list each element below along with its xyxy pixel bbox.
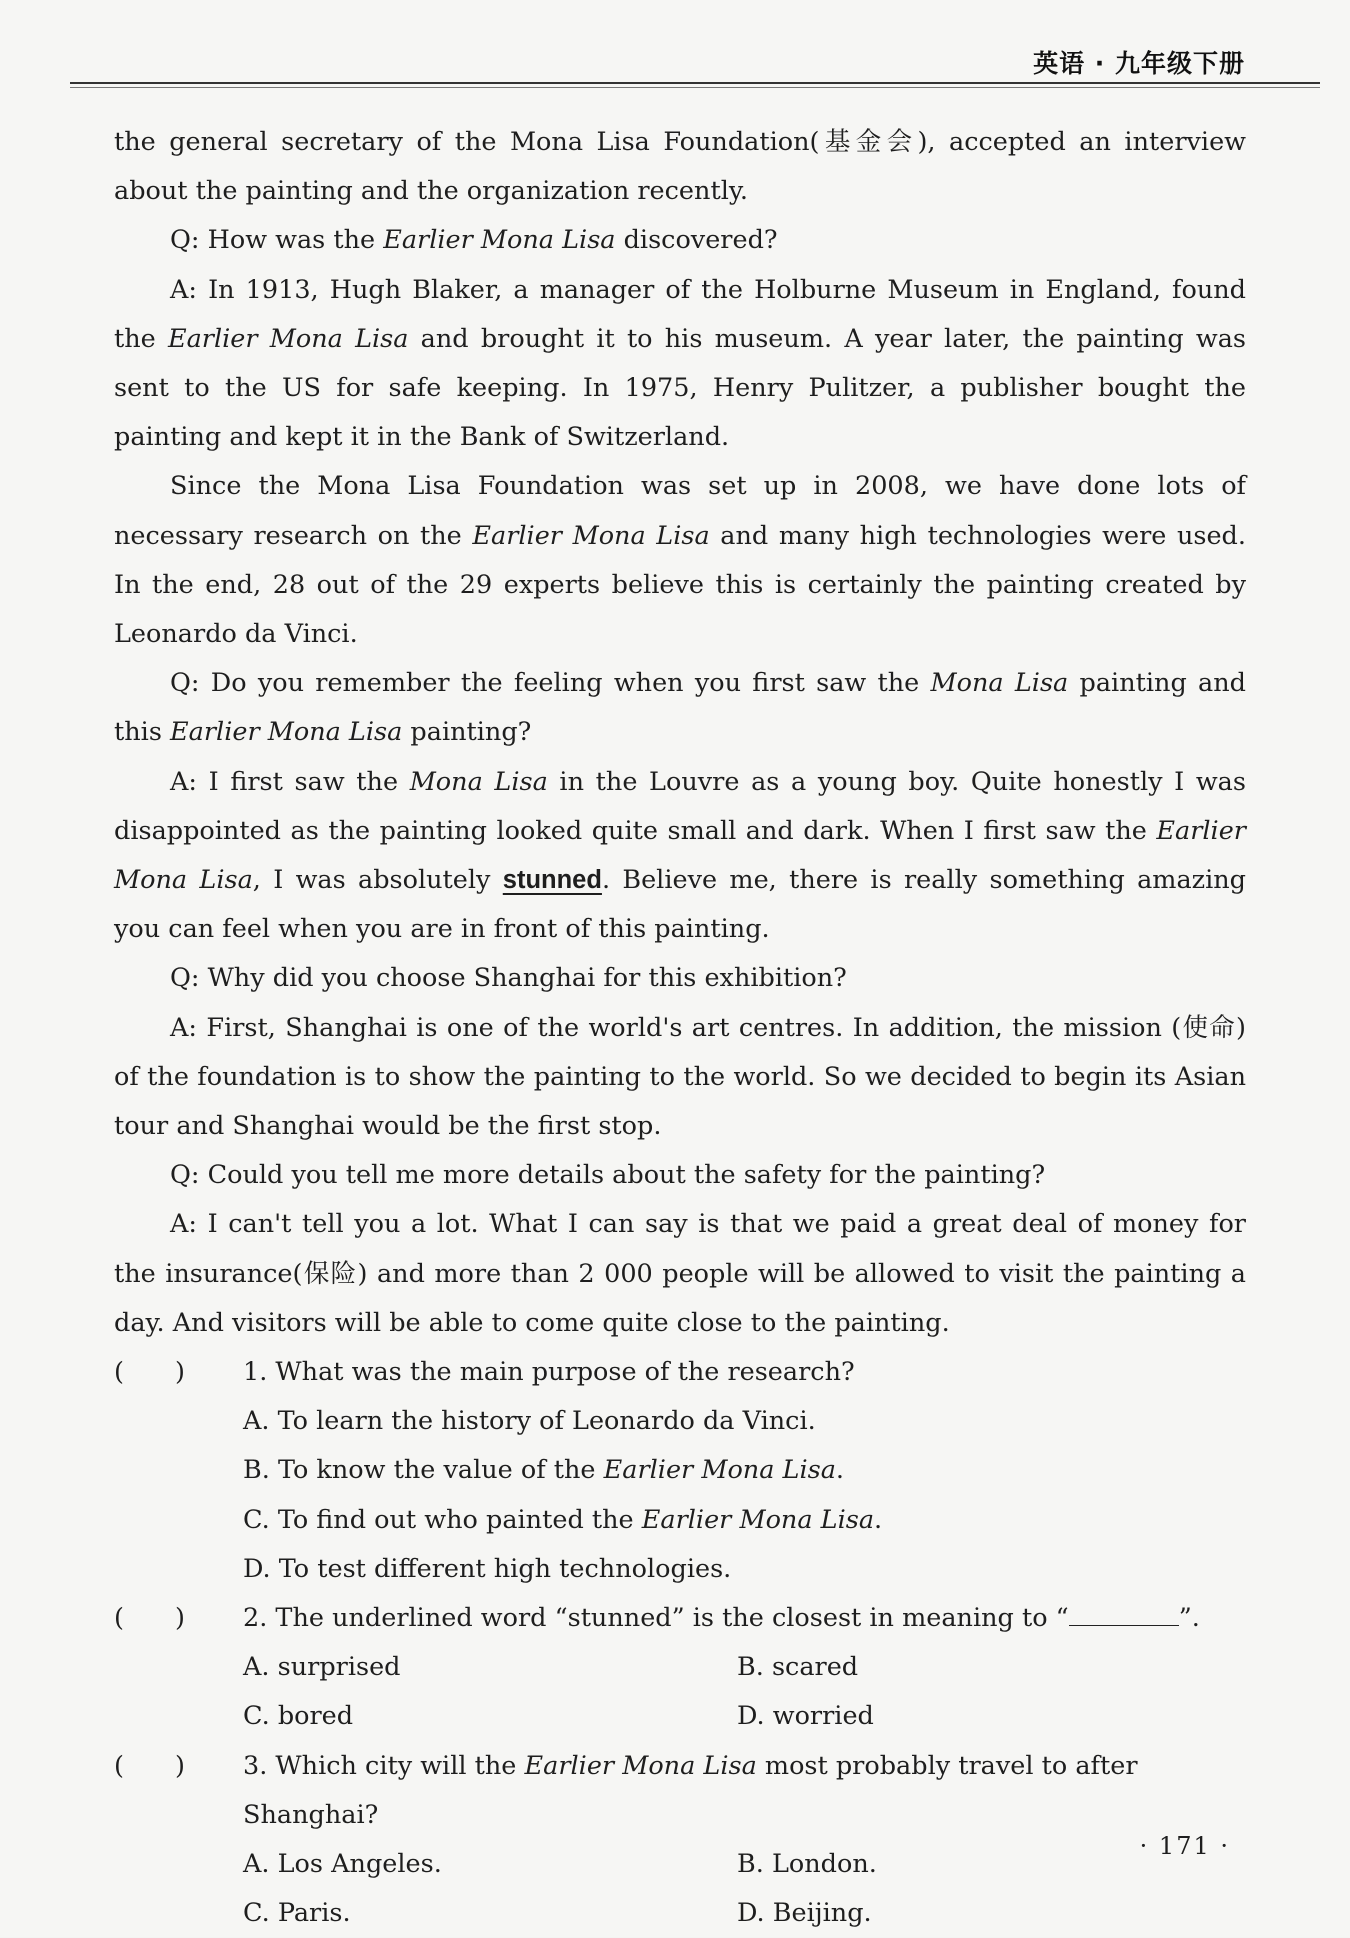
option-c: C. bored [243, 1701, 354, 1732]
passage-paragraph: the general secretary of the Mona Lisa Foundation(基金会), accepted an interview about the painting and the organization recently. [114, 127, 1246, 207]
option-c: C. Paris. [243, 1898, 351, 1929]
option-a: A. To learn the history of Leonardo da Vinci. [243, 1406, 816, 1437]
passage-paragraph: A: I can't tell you a lot. What I can say is that we paid a great deal of money for the insurance(保险) and more than 2 000 people will be allowed to visit the painting a day. And visitors will be able to come quite close to the painting. [114, 1209, 1246, 1338]
passage-paragraph: Since the Mona Lisa Foundation was set up in 2008, we have done lots of necessary research on the Earlier Mona Lisa and many high technologies were used. In the end, 28 out of the 29 experts believe this is certainly the painting created by Leonardo da Vinci. [114, 471, 1246, 650]
question-2 [114, 1594, 1246, 1742]
answer-bracket: ( ) [114, 1750, 185, 1781]
header-rule [70, 82, 1320, 84]
question-1 [114, 1348, 1246, 1594]
passage-paragraph: Q: Why did you choose Shanghai for this exhibition? [170, 963, 847, 994]
answer-bracket: ( ) [114, 1357, 185, 1388]
option-d: D. worried [737, 1701, 874, 1732]
passage-paragraph: A: I first saw the Mona Lisa in the Louvre as a young boy. Quite honestly I was disappointed as the painting looked quite small and dark. When I first saw the Earlier Mona Lisa, I was absolutely stunned. Believe me, there is really something amazing you can feel when you are in front of this painting. [114, 766, 1246, 945]
question-stem: 1. What was the main purpose of the research? [243, 1357, 855, 1388]
option-a: A. surprised [243, 1652, 401, 1683]
answer-bracket: ( ) [114, 1603, 185, 1634]
option-b: B. scared [737, 1652, 859, 1683]
question-stem: 2. The underlined word “stunned” is the closest in meaning to “ ”. [243, 1603, 1200, 1634]
question-3 [114, 1742, 1246, 1938]
underlined-word: stunned [502, 866, 602, 895]
page-number: · 171 · [1139, 1832, 1230, 1860]
passage-paragraph: A: First, Shanghai is one of the world's art centres. In addition, the mission (使命) of the foundation is to show the painting to the world. So we decided to begin its Asian tour and Shanghai would be the first stop. [114, 1012, 1246, 1142]
option-a: A. Los Angeles. [243, 1849, 442, 1880]
option-b: B. London. [737, 1849, 877, 1880]
header-title: 英语 · 九年级下册 [1033, 49, 1245, 78]
question-stem: 3. Which city will the Earlier Mona Lisa most probably travel to after Shanghai? [243, 1750, 1138, 1830]
header-rule-thin [70, 87, 1320, 88]
content [114, 118, 1246, 1938]
passage-paragraph: A: In 1913, Hugh Blaker, a manager of the Holburne Museum in England, found the Earlier Mona Lisa and brought it to his museum. A year later, the painting was sent to the US for safe keeping. In 1975, Henry Pulitzer, a publisher bought the painting and kept it in the Bank of Switzerland. [114, 274, 1246, 453]
option-c: C. To find out who painted the Earlier Mona Lisa. [243, 1504, 883, 1535]
passage-paragraph: Q: How was the Earlier Mona Lisa discovered? [170, 225, 778, 256]
passage-paragraph: Q: Could you tell me more details about the safety for the painting? [170, 1160, 1046, 1191]
passage-paragraph: Q: Do you remember the feeling when you first saw the Mona Lisa painting and this Earlier Mona Lisa painting? [114, 668, 1246, 748]
option-d: D. Beijing. [737, 1898, 872, 1929]
option-b: B. To know the value of the Earlier Mona Lisa. [243, 1455, 845, 1486]
passage [114, 118, 1246, 1348]
option-d: D. To test different high technologies. [243, 1553, 732, 1584]
answer-blank [1069, 1601, 1179, 1626]
